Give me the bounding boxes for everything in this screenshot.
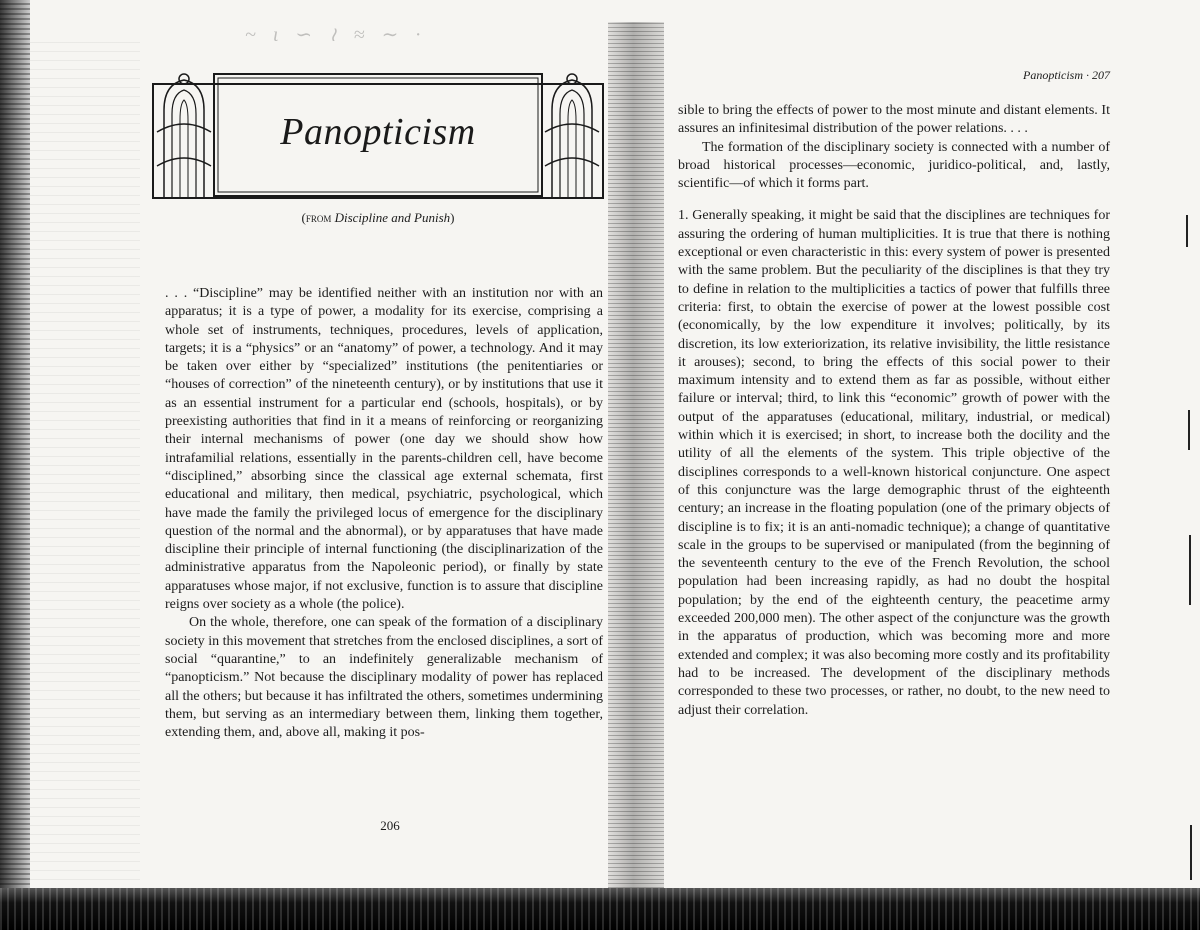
source-work-title: Discipline and Punish <box>334 210 451 225</box>
title-ornament-box <box>152 70 604 204</box>
source-suffix: ) <box>450 210 455 225</box>
numbered-paragraph: 1. Generally speaking, it might be said that the disciplines are techniques for assuring the ordering of human multiplicities. It is true that there is nothing exceptional or even characteristic in this: every system of power is presented with the same problem. But the peculiarity of the disciplines is that they try to define in relation to the multiplicities a tactics of power that fulfills three criteria: first, to obtain the exercise of power at the lowest possible cost (economically, by the low expenditure it involves; politically, by its discretion, its low exteriorization, its relative invisibility, the little resistance it arouses); second, to bring the effects of this social power to their maximum intensity and to extend them as far as possible, without either failure or interval; third, to link this “economic” growth of power with the output of the apparatuses (educational, military, industrial, or medical) within which it is exercised; in short, to increase both the docility and the utility of all the elements of the system. This triple objective of the disciplines corresponds to a well-known historical conjuncture. One aspect of this conjuncture was the large demographic thrust of the eighteenth century; an increase in the floating population (one of the primary objects of discipline is to fix; it is an anti-nomadic technique); a change of quantitative scale in the groups to be supervised or manipulated (from the beginning of the seventeenth century to the eve of the French Revolution, the school population had been increasing rapidly, as had no doubt the hospital population; by the end of the eighteenth century, the peacetime army exceeded 200,000 men). The other aspect of the conjuncture was the growth in the apparatus of production, which was becoming more and more extended and complex; it was also becoming more costly and its profitability had to be increased. The development of the disciplinary methods corresponded to these two processes, or rather, no doubt, to the new need to adjust their correlation. <box>678 208 1110 718</box>
paragraph: . . . “Discipline” may be identified neither with an institution nor with an apparatus; it is a type of power, a modality for its exercise, comprising a whole set of instruments, techniques, procedures, levels of application, targets; it is a “physics” or an “anatomy” of power, a technology. And it may be taken over either by “specialized” institutions (the penitentiaries or “houses of correction” of the nineteenth century), or by institutions that use it as an essential instrument for a particular end (schools, hospitals), or by preexisting authorities that find in it a means of reinforcing or reorganizing their internal mechanisms of power (one day we should show how intrafamilial relations, essentially in the parents-children cell, have become “disciplined,” absorbing since the classical age external schemata, first educational and military, then medical, psychiatric, psychological, which have made the family the privileged locus of emergence for the disciplinary question of the normal and the abnormal), or by apparatuses that have made discipline their principle of internal functioning (the disciplinarization of the administrative apparatus from the Napoleonic period), or finally by state apparatuses whose major, if not exclusive, function is to assure that discipline reigns over society as a whole (the police). <box>165 286 603 613</box>
right-page-body <box>678 102 1110 720</box>
source-prefix: (from <box>301 210 332 225</box>
paragraph: On the whole, therefore, one can speak of the formation of a disciplinary society in this movement that stretches from the enclosed disciplines, a sort of social “quarantine,” to an indefinitely generalizable mechanism of “panopticism.” Not because the disciplinary modality of power has replaced all the others; but because it has infiltrated the others, sometimes undermining them, but serving as an intermediary between them, linking them together, extending them, and, above all, making it pos- <box>165 615 603 741</box>
left-page-body <box>165 285 603 742</box>
paragraph: The formation of the disciplinary society is connected with a number of broad historical processes—economic, juridico-political, and, lastly, scientific—of which it forms part. <box>678 139 1110 192</box>
book-gutter <box>608 22 664 892</box>
scan-mark <box>1186 215 1188 247</box>
scan-mark <box>1189 535 1191 605</box>
chapter-title: Panopticism <box>280 111 476 153</box>
scan-bleed-left <box>30 40 140 880</box>
running-head: Panopticism · 207 <box>1023 68 1110 82</box>
faint-handwriting: ~ ι ∽ ≀ ≈ ∼ · <box>245 24 427 46</box>
scan-mark <box>1190 825 1192 880</box>
page-number-left: 206 <box>380 818 400 833</box>
scan-edge-bottom <box>0 888 1200 930</box>
chapter-source <box>152 210 604 226</box>
scan-edge-left <box>0 0 30 930</box>
scan-mark <box>1188 410 1190 450</box>
paragraph: sible to bring the effects of power to the most minute and distant elements. It assures an infinitesimal distribution of the power relations. . . . <box>678 103 1110 137</box>
